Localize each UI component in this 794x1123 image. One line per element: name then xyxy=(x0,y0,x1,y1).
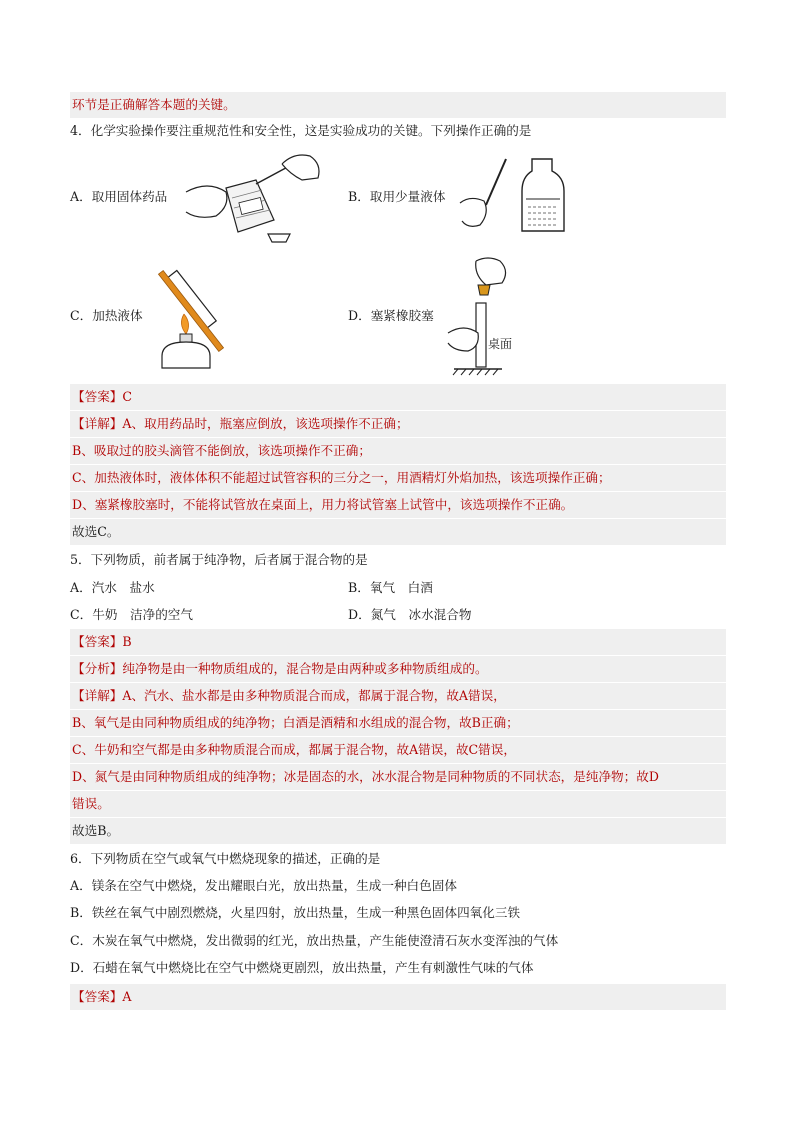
answer-value: A xyxy=(122,989,132,1004)
answer-tag: 【答案】 xyxy=(72,389,123,404)
q6-answer xyxy=(70,984,726,1010)
q5-option-c: C．牛奶 洁净的空气 xyxy=(70,607,193,622)
previous-explanation-tail: 环节是正确解答本题的关键。 xyxy=(70,92,726,118)
q4-detail-line: C、加热液体时，液体体积不能超过试管容积的三分之一，用酒精灯外焰加热，该选项操作正确； xyxy=(70,465,726,491)
q4-option-b: B．取用少量液体 xyxy=(348,189,446,204)
q4-option-c: C．加热液体 xyxy=(70,308,143,323)
q5-detail-line: C、牛奶和空气都是由多种物质混合而成，都属于混合物，故A错误，故C错误， xyxy=(70,737,726,763)
rubber-stopper-figure xyxy=(446,255,518,380)
dropper-figure xyxy=(456,155,568,235)
q5-detail-line: D、氮气是由同种物质组成的纯净物；冰是固态的水，冰水混合物是同种物质的不同状态，是纯净物；故D xyxy=(70,764,726,790)
q5-detail-line xyxy=(70,683,726,709)
answer-value: B xyxy=(122,634,132,649)
answer-value: C xyxy=(122,389,133,404)
analysis-tag: 【分析】 xyxy=(72,661,123,676)
q4-option-d: D．塞紧橡胶塞 xyxy=(348,308,434,323)
answer-tag: 【答案】 xyxy=(72,634,123,649)
q6-option-a: A．镁条在空气中燃烧，发出耀眼白光，放出热量，生成一种白色固体 xyxy=(70,878,457,893)
heating-liquid-figure xyxy=(144,258,252,376)
q4-stem: 4．化学实验操作要注重规范性和安全性，这是实验成功的关键。下列操作正确的是 xyxy=(70,123,532,138)
q5-conclusion: 故选B。 xyxy=(70,818,726,844)
q5-option-b: B．氧气 白酒 xyxy=(348,580,433,595)
q5-analysis xyxy=(70,656,726,682)
q5-answer xyxy=(70,629,726,655)
q6-option-b: B．铁丝在氧气中剧烈燃烧，火星四射，放出热量，生成一种黑色固体四氧化三铁 xyxy=(70,905,521,920)
q4-conclusion: 故选C。 xyxy=(70,519,726,545)
q5-option-d: D．氮气 冰水混合物 xyxy=(348,607,472,622)
q4-detail-line: B、吸取过的胶头滴管不能倒放，该选项操作不正确； xyxy=(70,438,726,464)
q6-stem: 6．下列物质在空气或氧气中燃烧现象的描述，正确的是 xyxy=(70,851,381,866)
q4-detail-line xyxy=(70,411,726,437)
q4-answer xyxy=(70,384,726,410)
q6-option-d: D．石蜡在氧气中燃烧比在空气中燃烧更剧烈，放出热量，产生有刺激性气味的气体 xyxy=(70,960,534,975)
desk-label: 桌面 xyxy=(488,337,513,351)
detail-text: A、汽水、盐水都是由多种物质混合而成，都属于混合物，故A错误， xyxy=(122,688,506,703)
q5-detail-line: B、氧气是由同种物质组成的纯净物；白酒是酒精和水组成的混合物，故B正确； xyxy=(70,710,726,736)
detail-tag: 【详解】 xyxy=(72,688,123,703)
q6-option-c: C．木炭在氧气中燃烧，发出微弱的红光，放出热量，产生能使澄清石灰水变浑浊的气体 xyxy=(70,933,559,948)
solid-reagent-figure xyxy=(178,150,326,245)
q4-detail-line: D、塞紧橡胶塞时，不能将试管放在桌面上，用力将试管塞上试管中，该选项操作不正确。 xyxy=(70,492,726,518)
detail-tag: 【详解】 xyxy=(72,416,123,431)
q5-option-a: A．汽水 盐水 xyxy=(70,580,155,595)
detail-text: A、取用药品时，瓶塞应倒放，该选项操作不正确； xyxy=(122,416,409,431)
q4-option-a: A．取用固体药品 xyxy=(70,189,168,204)
q5-stem: 5．下列物质，前者属于纯净物，后者属于混合物的是 xyxy=(70,552,368,567)
answer-tag: 【答案】 xyxy=(72,989,123,1004)
q5-detail-line: 错误。 xyxy=(70,791,726,817)
analysis-text: 纯净物是由一种物质组成的，混合物是由两种或多种物质组成的。 xyxy=(122,661,488,676)
